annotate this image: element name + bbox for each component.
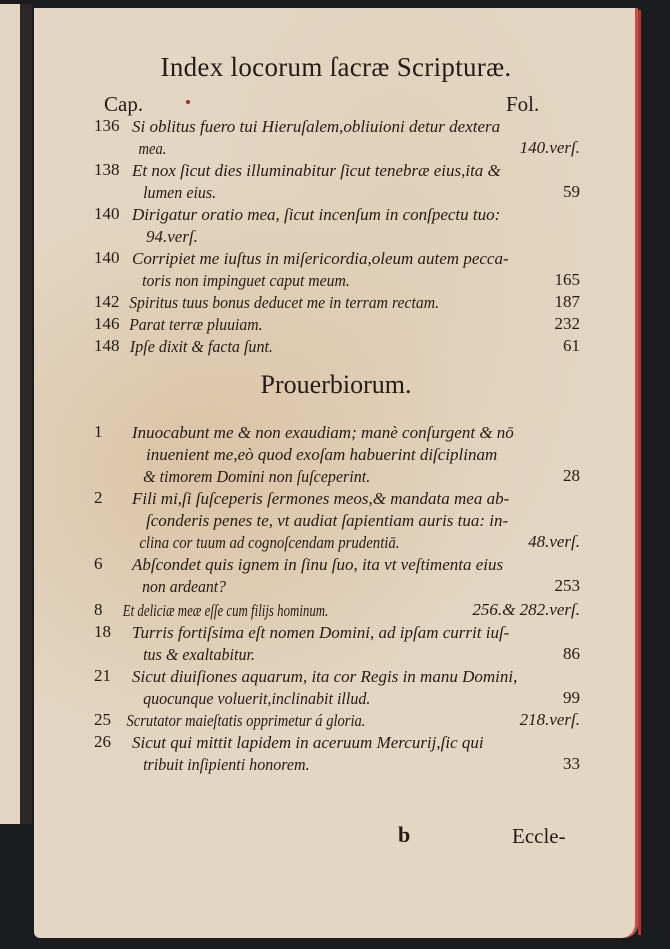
entry-text-line: clina cor tuum ad cognoſcendam prudentiā. xyxy=(139,533,400,552)
index-entry xyxy=(94,422,580,488)
entry-text-line: Si oblitus fuero tui Hieruſalem,obliuioni detur dextera xyxy=(132,117,501,136)
index-entry xyxy=(94,204,580,248)
folio-reference: 140.verſ. xyxy=(519,138,580,157)
folio-reference: 28 xyxy=(563,466,580,485)
chapter-number: 1 xyxy=(94,422,103,441)
facing-page-edge xyxy=(0,4,32,824)
index-entry xyxy=(94,336,580,358)
folio-reference: 59 xyxy=(563,182,580,201)
entry-text-line: tus & exaltabitur. xyxy=(143,645,255,664)
folio-reference: 165 xyxy=(554,270,580,289)
folio-reference: 99 xyxy=(563,688,580,707)
folio-reference: 218.verſ. xyxy=(519,710,580,729)
index-entry xyxy=(94,666,580,710)
folio-reference: 48.verſ. xyxy=(528,532,580,551)
index-entry xyxy=(94,116,580,160)
entry-text-line: Inuocabunt me & non exaudiam; manè conſurgent & nō xyxy=(132,423,514,442)
index-entry xyxy=(94,600,580,622)
chapter-number: 138 xyxy=(94,160,120,179)
entry-text-line: Abſcondet quis ignem in ſinu ſuo, ita vt veſtimenta eius xyxy=(132,555,504,574)
chapter-number: 142 xyxy=(94,292,120,311)
index-entry xyxy=(94,554,580,598)
index-entry xyxy=(94,314,580,336)
entry-text-line: Fili mi,ſi ſuſceperis ſermones meos,& mandata mea ab- xyxy=(132,489,510,508)
entry-text-line: tribuit inſipienti honorem. xyxy=(143,755,310,774)
chapter-number: 6 xyxy=(94,554,103,573)
entry-text-line: Turris fortiſsima eſt nomen Domini, ad ipſam currit iuſ- xyxy=(132,623,510,642)
entry-text-line: inuenient me,eò quod exoſam habuerint diſciplinam xyxy=(146,445,498,464)
chapter-number: 148 xyxy=(94,336,120,355)
index-entry xyxy=(94,622,580,666)
entry-text-line: Ipſe dixit & facta ſunt. xyxy=(129,337,273,356)
chapter-number: 146 xyxy=(94,314,120,333)
entry-text-line: Et deliciæ meæ eſſe cum filijs hominum. xyxy=(122,601,329,620)
entry-text-line: Sicut qui mittit lapidem in aceruum Mercurij,ſic qui xyxy=(132,733,484,752)
chapter-number: 2 xyxy=(94,488,103,507)
column-header-cap: Cap. xyxy=(104,92,144,116)
red-page-edge xyxy=(638,10,641,935)
entry-text-line: lumen eius. xyxy=(143,183,217,202)
entry-text-line: Spiritus tuus bonus deducet me in terram rectam. xyxy=(129,293,440,312)
folio-reference: 86 xyxy=(563,644,580,663)
entry-text-line: Parat terræ pluuiam. xyxy=(129,315,263,334)
entry-text-line: mea. xyxy=(138,139,167,158)
page-title: Index locorum ſacræ Scripturæ. xyxy=(160,52,512,82)
chapter-number: 18 xyxy=(94,622,111,641)
folio-reference: 256.& 282.verſ. xyxy=(472,600,580,619)
entry-text-line: 94.verſ. xyxy=(146,227,198,246)
entry-text-line: toris non impinguet caput meum. xyxy=(142,271,350,290)
signature-mark: b xyxy=(398,822,411,847)
section-title-proverbs: Prouerbiorum. xyxy=(260,370,412,399)
index-entry xyxy=(94,710,580,732)
entry-text-line: ſconderis penes te, vt audiat ſapientiam auris tua: in- xyxy=(146,511,509,530)
index-entry xyxy=(94,248,580,292)
index-entry xyxy=(94,292,580,314)
folio-reference: 187 xyxy=(554,292,580,311)
chapter-number: 140 xyxy=(94,204,120,223)
catchword: Eccle- xyxy=(512,824,566,848)
folio-reference: 61 xyxy=(563,336,580,355)
chapter-number: 25 xyxy=(94,710,111,729)
folio-reference: 232 xyxy=(554,314,580,333)
entry-text-line: quocunque voluerit,inclinabit illud. xyxy=(143,689,371,708)
entry-text-line: & timorem Domini non ſuſceperint. xyxy=(143,467,371,486)
chapter-number: 21 xyxy=(94,666,111,685)
entry-text-line: Dirigatur oratio mea, ſicut incenſum in conſpectu tuo: xyxy=(132,205,501,224)
entry-text-line: non ardeant? xyxy=(142,577,226,596)
column-header-fol: Fol. xyxy=(506,92,540,116)
chapter-number: 140 xyxy=(94,248,120,267)
index-entry xyxy=(94,488,580,554)
ink-spot xyxy=(186,100,190,104)
chapter-number: 136 xyxy=(94,116,120,135)
entry-text-line: Corripiet me iuſtus in miſericordia,oleum autem pecca- xyxy=(132,249,509,268)
index-entry xyxy=(94,732,580,776)
book-page xyxy=(34,8,638,938)
chapter-number: 8 xyxy=(94,600,103,619)
entry-text-line: Et nox ſicut dies illuminabitur ſicut tenebræ eius,ita & xyxy=(132,161,501,180)
folio-reference: 33 xyxy=(563,754,580,773)
entry-text-line: Scrutator maieſtatis opprimetur á gloria. xyxy=(126,711,366,730)
folio-reference: 253 xyxy=(554,576,580,595)
index-entry xyxy=(94,160,580,204)
entry-text-line: Sicut diuiſiones aquarum, ita cor Regis in manu Domini, xyxy=(132,667,518,686)
chapter-number: 26 xyxy=(94,732,111,751)
